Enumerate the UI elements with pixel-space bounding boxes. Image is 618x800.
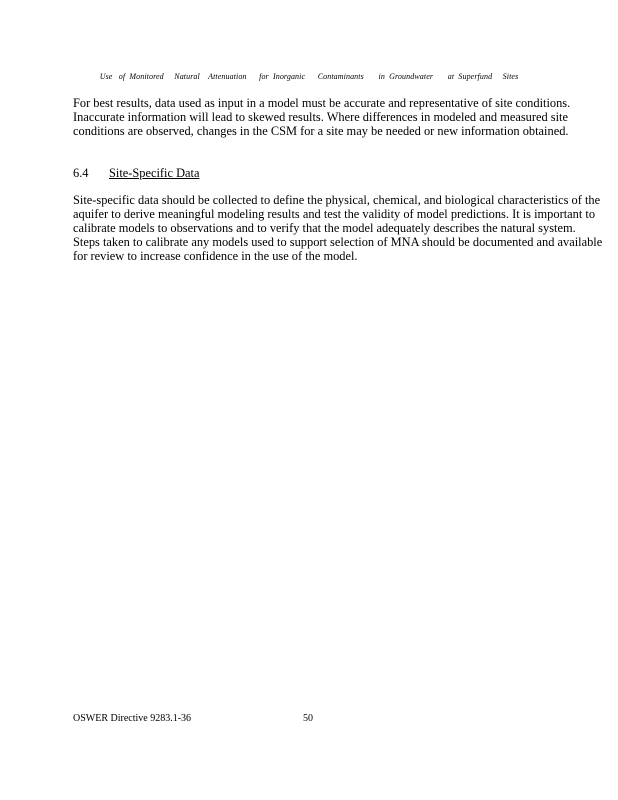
section-title: Site-Specific Data bbox=[109, 166, 200, 180]
footer-directive: OSWER Directive 9283.1-36 bbox=[73, 713, 192, 724]
running-header: Use of Monitored Natural Attenuation for Inorganic Contaminants in Groundwater at Superfund Sites bbox=[99, 72, 519, 81]
section-number: 6.4 bbox=[73, 166, 89, 180]
section-paragraph: Site-specific data should be collected to define the physical, chemical, and biological characteristics of the aquifer to derive meaningful modeling results and test the validity of model predictions. It is important to calibrate models to observations and to verify that the model adequately describes the natural system. Steps taken to calibrate any models used to support selection of MNA should be documented and available for review to increase confidence in the use of the model. bbox=[73, 193, 603, 263]
body-paragraph: For best results, data used as input in a model must be accurate and representative of site conditions. Inaccurate information will lead to skewed results. Where differences in modeled and measured site conditions are observed, changes in the CSM for a site may be needed or new information obtained. bbox=[73, 96, 571, 138]
page-number: 50 bbox=[303, 713, 313, 724]
section-heading bbox=[73, 166, 200, 180]
